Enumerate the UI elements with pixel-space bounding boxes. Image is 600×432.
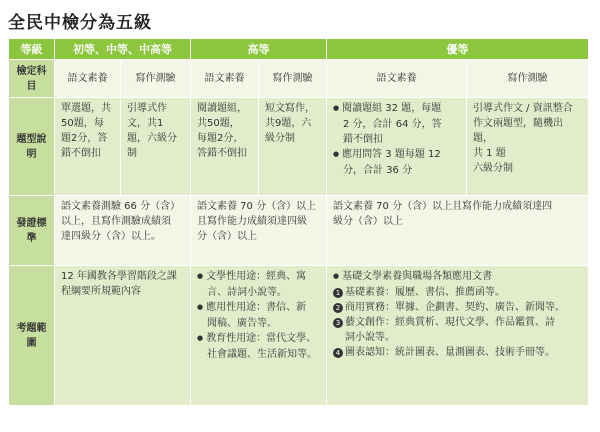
list-item: ● 文學性用途：經典、寓 言、詩詞小說等。 [197,269,320,300]
row-scope [9,266,589,406]
cell-format-1: 單選題，共 50題，每 題2分，答 錯不倒扣 [55,98,121,196]
label-format: 題型說明 [9,98,55,196]
label-cert: 發證標準 [9,196,55,266]
cell-scope-3 [327,266,589,406]
list-item: ● 應用性用途：書信、新 聞稿、廣告等。 [197,300,320,331]
cell-subject-5: 語文素養 [327,60,467,98]
list-item: 4 圖表認知：統計圖表、量測圖表、技術手冊等。 [333,345,582,360]
label-subject: 檢定科目 [9,60,55,98]
cell-subject-4: 寫作測驗 [259,60,327,98]
list-item: 3 藝文創作：經典賞析、現代文學、作品鑑賞、詩 詞小說等。 [333,315,582,345]
cell-scope-1: 12 年國教各學習階段之課 程綱要所規範內容 [55,266,191,406]
header-level: 等級 [9,39,55,60]
cell-cert-3: 語文素養 70 分（含）以上且寫作能力成績須達四 級分（含）以上 [327,196,589,266]
list-item: ● 應用問答 3 題每題 12 分，合計 36 分 [333,147,460,178]
list-item: 1 基礎素養：履歷、書信、推薦函等。 [333,285,582,300]
cell-subject-3: 語文素養 [191,60,259,98]
number-badge: 4 [333,348,343,358]
cell-format-3: 閱讀題組， 共50題， 每題2分， 答錯不倒扣 [191,98,259,196]
cell-cert-1: 語文素養測驗 66 分（含） 以上，且寫作測驗成績須 達四級分（含）以上。 [55,196,191,266]
header-row [9,39,589,60]
list-item: ● 閱讀題組 32 題，每題 2 分，合計 64 分，答 錯不倒扣 [333,101,460,147]
cell-subject-1: 語文素養 [55,60,121,98]
cell-format-4: 短文寫作， 共9題，六 級分制 [259,98,327,196]
page-title: 全民中檢分為五級 [8,13,152,33]
cell-scope-2 [191,266,327,406]
header-superior: 優等 [327,39,589,60]
cell-cert-2: 語文素養 70 分（含）以上 且寫作能力成績須達四級 分（含）以上 [191,196,327,266]
cell-format-5 [327,98,467,196]
cell-subject-2: 寫作測驗 [121,60,191,98]
list-item: ● 基礎文學素養與職場各類應用文書 [333,269,582,285]
number-badge: 2 [333,303,343,313]
list-item: 2 商用實務：單據、企劃書、契約、廣告、新聞等。 [333,300,582,315]
label-scope: 考題範圍 [9,266,55,406]
row-subject [9,60,589,98]
cell-format-6: 引導式作文 / 資訊整合 作文兩題型，隨機出題， 共 1 題 六級分制 [467,98,589,196]
header-advanced: 高等 [191,39,327,60]
header-basic: 初等、中等、中高等 [55,39,191,60]
exam-levels-table [8,38,589,406]
cell-subject-6: 寫作測驗 [467,60,589,98]
cell-format-2: 引導式作 文，共1 題，六級分 制 [121,98,191,196]
list-item: ● 教育性用途：當代文學、 社會議題、生活新知等。 [197,331,320,362]
number-badge: 1 [333,288,343,298]
row-format [9,98,589,196]
row-cert [9,196,589,266]
number-badge: 3 [333,318,343,328]
